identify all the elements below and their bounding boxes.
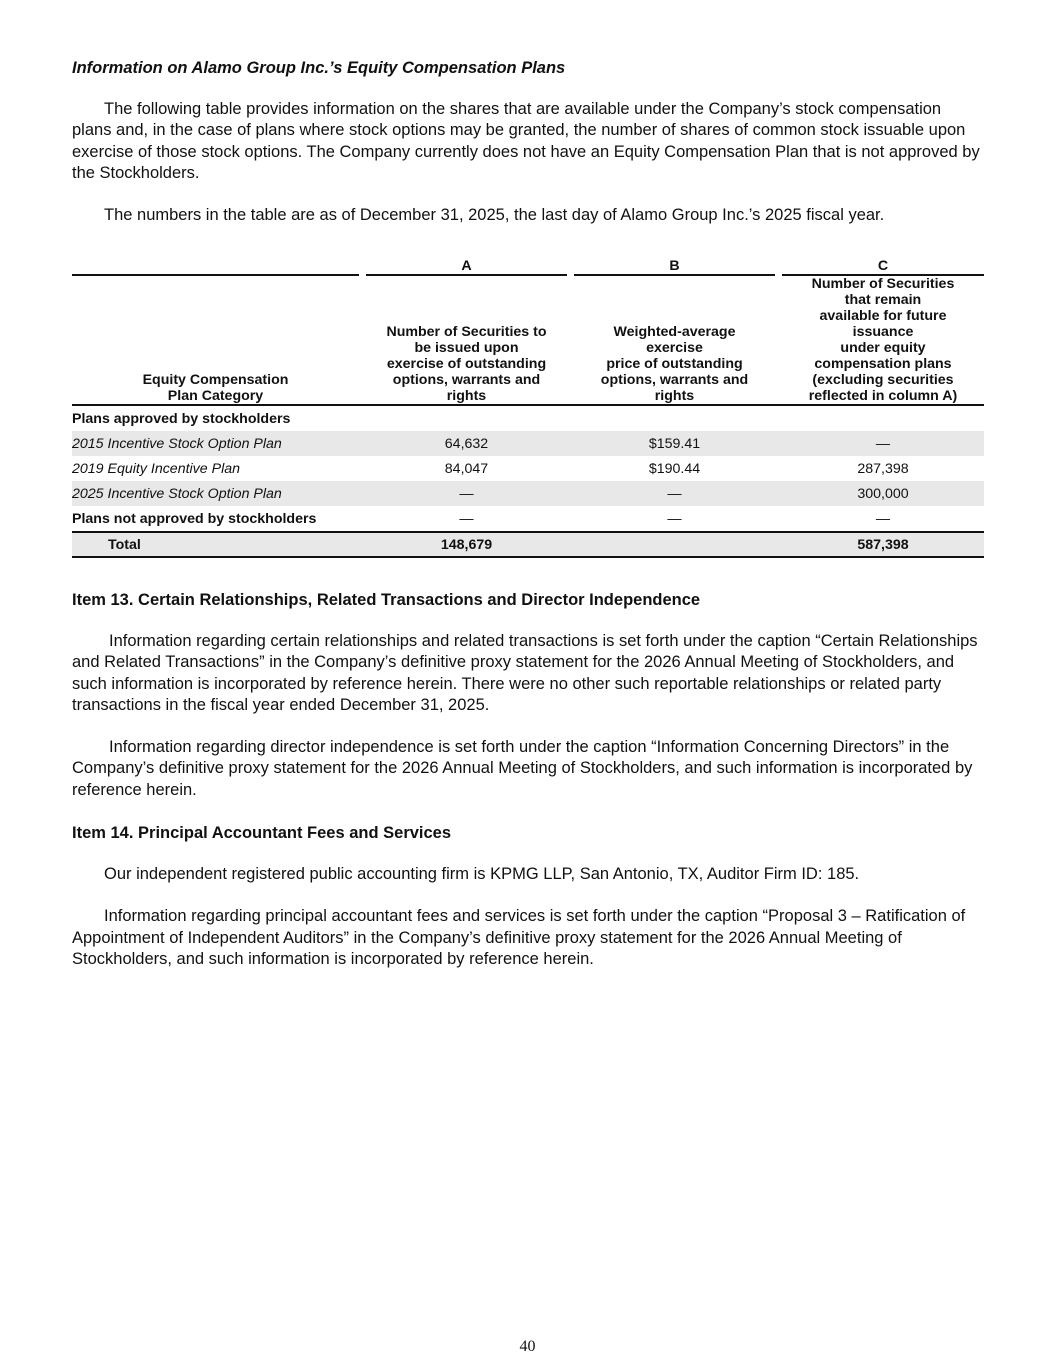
cell-securities-remaining: —: [875, 510, 891, 527]
cell-weighted-average-price: $159.41: [574, 431, 775, 456]
equity-section: [72, 58, 984, 226]
item14-section: [72, 823, 984, 970]
column-letter-blank: [72, 254, 359, 276]
table-row: [72, 406, 984, 431]
cell-securities-remaining: —: [782, 431, 984, 456]
row-label: 2025 Incentive Stock Option Plan: [72, 481, 359, 506]
total-securities-remaining: 587,398: [782, 531, 984, 558]
table-row: [72, 456, 984, 481]
table-row: [72, 431, 984, 456]
row-label: 2015 Incentive Stock Option Plan: [72, 431, 359, 456]
cell-weighted-average-price: —: [574, 481, 775, 506]
page-number: 40: [519, 1338, 536, 1355]
header-securities-to-be-issued: Number of Securities to be issued upon exercise of outstanding options, warrants and rights: [366, 276, 567, 406]
header-weighted-average-price: Weighted-average exercise price of outstanding options, warrants and rights: [574, 276, 775, 406]
equity-compensation-table-wrap: [72, 254, 984, 558]
total-securities-to-be-issued: 148,679: [366, 531, 567, 558]
column-letter-a: A: [366, 254, 567, 276]
row-label: Plans not approved by stockholders: [72, 510, 317, 527]
cell-securities-to-be-issued: —: [366, 481, 567, 506]
cell-weighted-average-price: $190.44: [648, 460, 701, 477]
header-securities-remaining: Number of Securities that remain available for future issuance under equity compensation plans (excluding securities reflected in column A): [782, 276, 984, 406]
header-plan-category: Equity Compensation Plan Category: [72, 276, 359, 406]
equity-date-paragraph: The numbers in the table are as of December 31, 2025, the last day of Alamo Group Inc.’s 2025 fiscal year.: [104, 206, 885, 225]
cell-securities-remaining: 287,398: [857, 460, 909, 477]
total-row: [72, 531, 984, 558]
table-row: [72, 481, 984, 506]
item14-fees-paragraph: Information regarding principal accountant fees and services is set forth under the caption “Proposal 3 – Ratification of Appointment of Independent Auditors” in the Company’s definitive proxy statement for the 2026 Annual Meeting of Stockholders, and such information is incorporated by reference herein.: [72, 907, 966, 968]
equity-compensation-table: [72, 254, 984, 558]
item13-section: [72, 590, 984, 801]
item13-title: Item 13. Certain Relationships, Related Transactions and Director Independence: [72, 591, 701, 609]
total-weighted-average-price: [574, 531, 775, 558]
cell-securities-to-be-issued: —: [459, 510, 474, 527]
row-label: 2019 Equity Incentive Plan: [72, 460, 240, 477]
column-letter-c: C: [782, 254, 984, 276]
item14-auditor-paragraph: Our independent registered public accounting firm is KPMG LLP, San Antonio, TX, Auditor Firm ID: 185.: [104, 865, 860, 883]
table-row: [72, 506, 984, 531]
item14-title: Item 14. Principal Accountant Fees and Services: [72, 824, 452, 842]
total-label: Total: [72, 531, 359, 558]
item13-relationships-paragraph: Information regarding certain relationships and related transactions is set forth under the caption “Certain Relationships and Related Transactions” in the Company’s definitive proxy statement for the 2026 Annual Meeting of Stockholders, and such information is incorporated by reference herein. There were no other such reportable relationships or related party transactions in the fiscal year ended December 31, 2025.: [72, 632, 978, 714]
column-letter-b: B: [574, 254, 775, 276]
item13-independence-paragraph: Information regarding director independence is set forth under the caption “Information Concerning Directors” in the Company’s definitive proxy statement for the 2026 Annual Meeting of Stockholders, and such information is incorporated by reference herein.: [72, 738, 973, 799]
cell-securities-remaining: 300,000: [782, 481, 984, 506]
equity-intro-paragraph: The following table provides information on the shares that are available under the Company’s stock compensation plans and, in the case of plans where stock options may be granted, the number of shares of common stock issuable upon exercise of those stock options. The Company currently does not have an Equity Compensation Plan that is not approved by the Stockholders.: [72, 100, 980, 182]
cell-weighted-average-price: —: [667, 510, 682, 527]
cell-securities-to-be-issued: 84,047: [444, 460, 489, 477]
equity-section-title: Information on Alamo Group Inc.’s Equity Compensation Plans: [72, 59, 566, 77]
row-label: Plans approved by stockholders: [72, 410, 291, 427]
cell-securities-to-be-issued: 64,632: [366, 431, 567, 456]
